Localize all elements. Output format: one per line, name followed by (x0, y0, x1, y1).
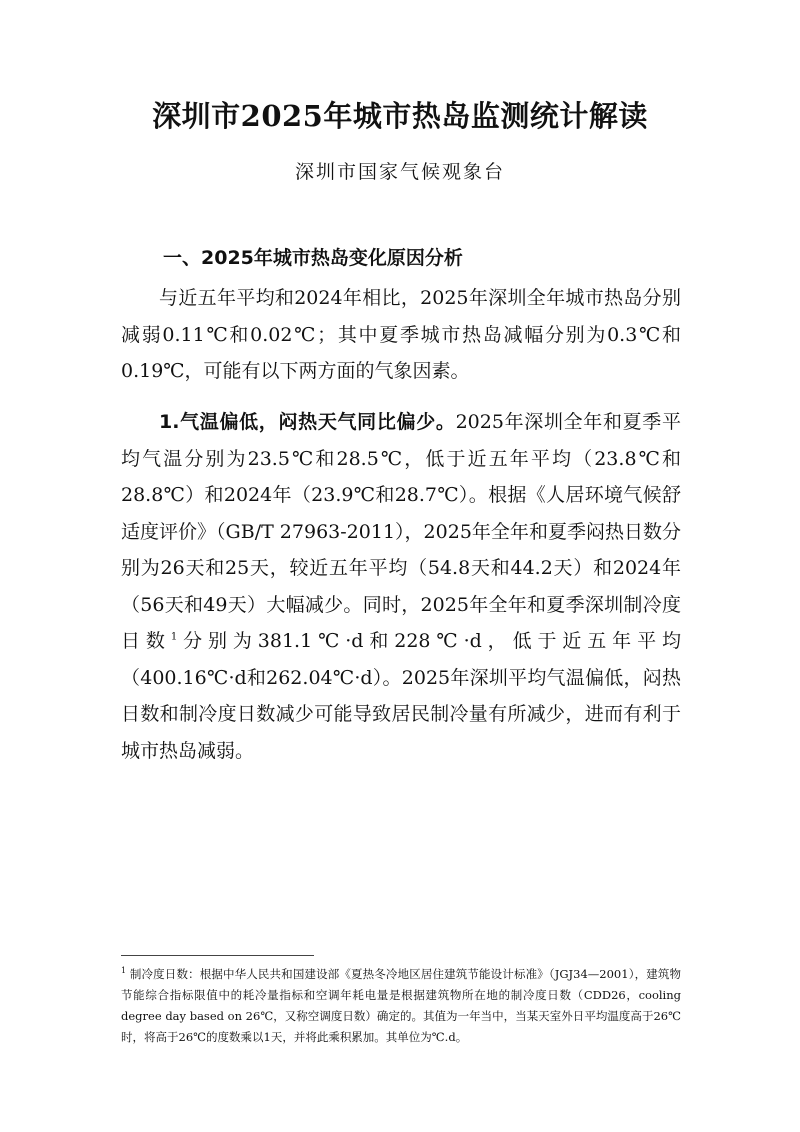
footnote-marker: 1 (121, 966, 127, 976)
footnote-divider (121, 955, 314, 956)
footnote-text: 制冷度日数：根据中华人民共和国建设部《夏热冬冷地区居住建筑节能设计标准》（JGJ34—2001），建筑物节能综合指标限值中的耗冷量指标和空调年耗电量是根据建筑物所在地的制冷度日数（CDD26，cooling degree day based on 26℃，又称空调度日数）确定的。其值为一年当中，当某天室外日平均温度高于26℃时，将高于26℃的度数乘以1天，并将此乘积累加。其单位为℃.d。 (121, 967, 681, 1044)
footnote (121, 964, 681, 1048)
paragraph-temperature-analysis (121, 404, 681, 769)
paragraph-text-part1: 2025年深圳全年和夏季平均气温分别为23.5℃和28.5℃，低于近五年平均（23.8℃和28.8℃）和2024年（23.9℃和28.7℃）。根据《人居环境气候舒适度评价》（GB/T 27963-2011），2025年全年和夏季闷热日数分别为26天和25天，较近五年平均（54.8天和44.2天）和2024年（56天和49天）大幅减少。同时，2025年全年和夏季深圳制冷度日数 (121, 411, 681, 652)
section-heading: 一、2025年城市热岛变化原因分析 (163, 247, 463, 269)
footnote-reference-marker[interactable]: 1 (170, 631, 178, 643)
document-title: 深圳市2025年城市热岛监测统计解读 (152, 99, 648, 133)
paragraph-weather-factors-intro: 与近五年平均和2024年相比，2025年深圳全年城市热岛分别减弱0.11℃和0.02℃；其中夏季城市热岛减幅分别为0.3℃和0.19℃，可能有以下两方面的气象因素。 (121, 287, 681, 382)
paragraph-text-part2: 分别为381.1℃·d和228℃·d，低于近五年平均（400.16℃·d和262.04℃·d）。2025年深圳平均气温偏低，闷热日数和制冷度日数减少可能导致居民制冷量有所减少，进而有利于城市热岛减弱。 (121, 630, 681, 762)
paragraph-lead-heading: 1.气温偏低，闷热天气同比偏少。 (159, 411, 456, 433)
document-subtitle: 深圳市国家气候观象台 (294, 161, 505, 183)
